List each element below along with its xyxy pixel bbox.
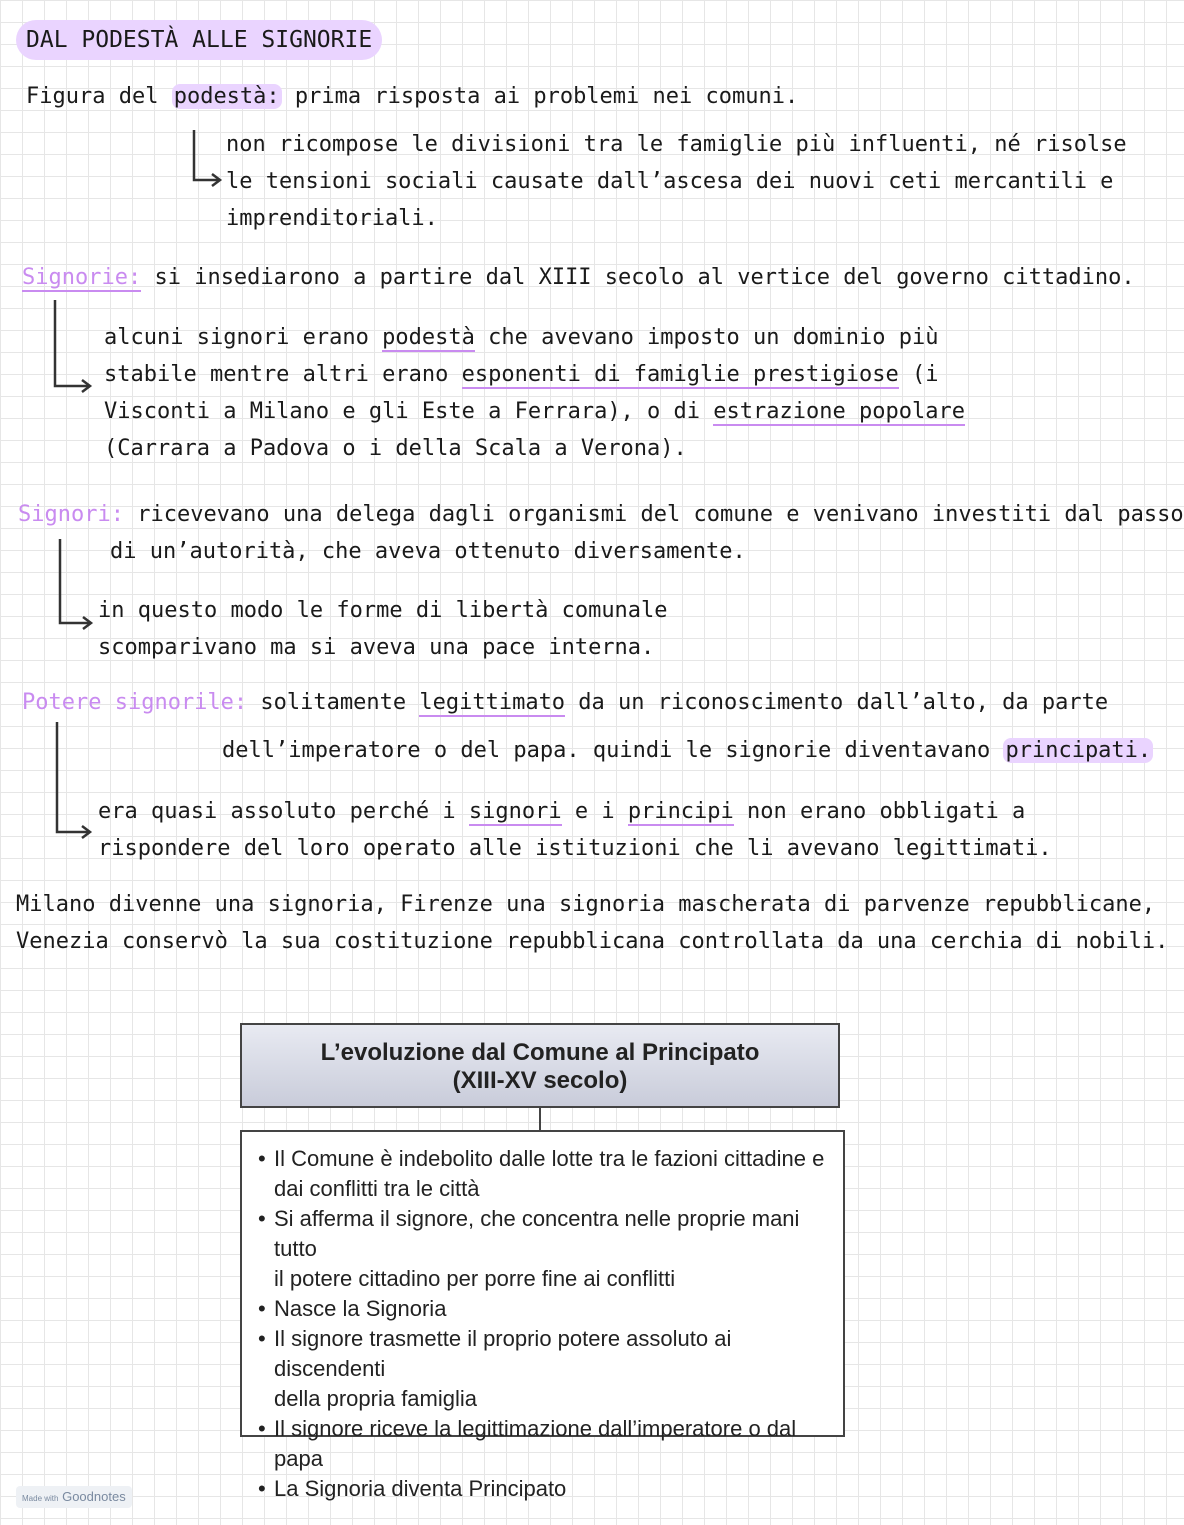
section3-sub-2: scomparivano ma si aveva una pace interna. — [98, 635, 655, 660]
text-span: alcuni signori erano — [104, 325, 383, 350]
underlined-term: esponenti di famiglie prestigiose — [461, 362, 899, 387]
section2-post: si insediarono a partire dal XIII secolo al vertice del governo cittadino. — [141, 265, 1135, 290]
section5-line-1: Milano divenne una signoria, Firenze una signoria mascherata di parvenze repubblicane, — [16, 892, 1156, 917]
box-body — [240, 1130, 845, 1501]
highlighted-term: principati. — [1005, 738, 1152, 763]
text-span: e i — [561, 799, 628, 824]
underlined-term: principi — [627, 799, 734, 824]
underlined-term: signori — [468, 799, 562, 824]
text-span: stabile mentre altri erano — [104, 362, 462, 387]
underlined-term: legittimato — [419, 690, 566, 715]
made-with-label: Made with — [22, 1494, 59, 1503]
section2-line-2 — [104, 356, 938, 393]
box-header — [240, 1023, 840, 1108]
box-connector — [539, 1108, 541, 1131]
section4-sub-2: rispondere del loro operato alle istituzioni che li avevano legittimati. — [98, 836, 1052, 861]
section3-line-2: di un’autorità, che aveva ottenuto diversamente. — [110, 539, 746, 564]
list-item-line: Si afferma il signore, che concentra nelle proprie mani tutto — [274, 1206, 800, 1261]
list-item-line: La Signoria diventa Principato — [274, 1476, 567, 1501]
list-item-line: Il Comune è indebolito dalle lotte tra le fazioni cittadine e — [274, 1146, 825, 1171]
list-item-line: Il signore riceve la legittimazione dall’imperatore o dal papa — [274, 1416, 797, 1471]
section1-line-2: le tensioni sociali causate dall’ascesa dei nuovi ceti mercantili e — [226, 169, 1114, 194]
text-span: era quasi assoluto perché i — [98, 799, 469, 824]
list-item — [258, 1144, 833, 1204]
arrow-bracket-icon — [50, 298, 100, 402]
text-span: dell’imperatore o del papa. quindi le signorie diventavano — [222, 738, 1004, 763]
box-title: L’evoluzione dal Comune al Principato — [320, 1039, 760, 1066]
section1-post: prima risposta ai problemi nei comuni. — [281, 84, 799, 109]
section4-sub-1 — [98, 793, 1025, 830]
section2-heading — [22, 259, 1135, 296]
list-item-line: il potere cittadino per porre fine ai conflitti — [274, 1266, 676, 1291]
section3-post: ricevevano una delega dagli organismi del comune e venivano investiti dal passo — [123, 502, 1184, 527]
section1-term: podestà: — [173, 84, 280, 109]
section2-line-1 — [104, 319, 938, 356]
list-item — [258, 1474, 833, 1504]
section1-line-3: imprenditoriali. — [226, 206, 438, 231]
list-item-line: Nasce la Signoria — [274, 1296, 447, 1321]
box-list — [242, 1144, 843, 1504]
list-item — [258, 1204, 833, 1294]
section3-heading — [18, 496, 1184, 533]
text-span: da un riconoscimento dall’alto, da parte — [565, 690, 1109, 715]
arrow-bracket-icon — [52, 720, 97, 844]
section1-line-1: non ricompose le divisioni tra le famiglie più influenti, né risolse — [226, 132, 1127, 157]
goodnotes-badge — [16, 1486, 132, 1508]
list-item — [258, 1324, 833, 1414]
list-item-line: Il signore trasmette il proprio potere assoluto ai discendenti — [274, 1326, 732, 1381]
section3-sub-1: in questo modo le forme di libertà comunale — [98, 598, 668, 623]
page-title: DAL PODESTÀ ALLE SIGNORIE — [16, 20, 382, 60]
list-item — [258, 1294, 833, 1324]
underlined-term: podestà — [382, 325, 475, 350]
section4-term: Potere signorile: — [22, 690, 248, 715]
section3-term: Signori: — [18, 502, 124, 527]
section4-heading — [22, 684, 1108, 721]
brand-label: Goodnotes — [62, 1489, 126, 1504]
text-span: Visconti a Milano e gli Este a Ferrara), o di — [104, 399, 714, 424]
section5-line-2: Venezia conservò la sua costituzione repubblicana controllata da una cerchia di nobili. — [16, 929, 1169, 954]
section2-term: Signorie: — [22, 265, 142, 290]
underlined-term: estrazione popolare — [713, 399, 965, 424]
list-item-line: dai conflitti tra le città — [274, 1176, 480, 1201]
arrow-bracket-icon — [190, 128, 230, 192]
section4-line-2 — [222, 732, 1153, 769]
list-item — [258, 1414, 833, 1474]
section2-line-3 — [104, 393, 965, 430]
text-span: che avevano imposto un dominio più — [474, 325, 939, 350]
box-subtitle: (XIII-XV secolo) — [452, 1067, 628, 1094]
text-span: non erano obbligati a — [733, 799, 1026, 824]
section2-line-4: (Carrara a Padova o i della Scala a Verona). — [104, 436, 687, 461]
text-span: solitamente — [247, 690, 420, 715]
text-span: (i — [898, 362, 939, 387]
list-item-line: della propria famiglia — [274, 1386, 477, 1411]
section1-heading — [26, 78, 798, 115]
arrow-bracket-icon — [55, 537, 100, 641]
section1-pre: Figura del — [26, 84, 172, 109]
